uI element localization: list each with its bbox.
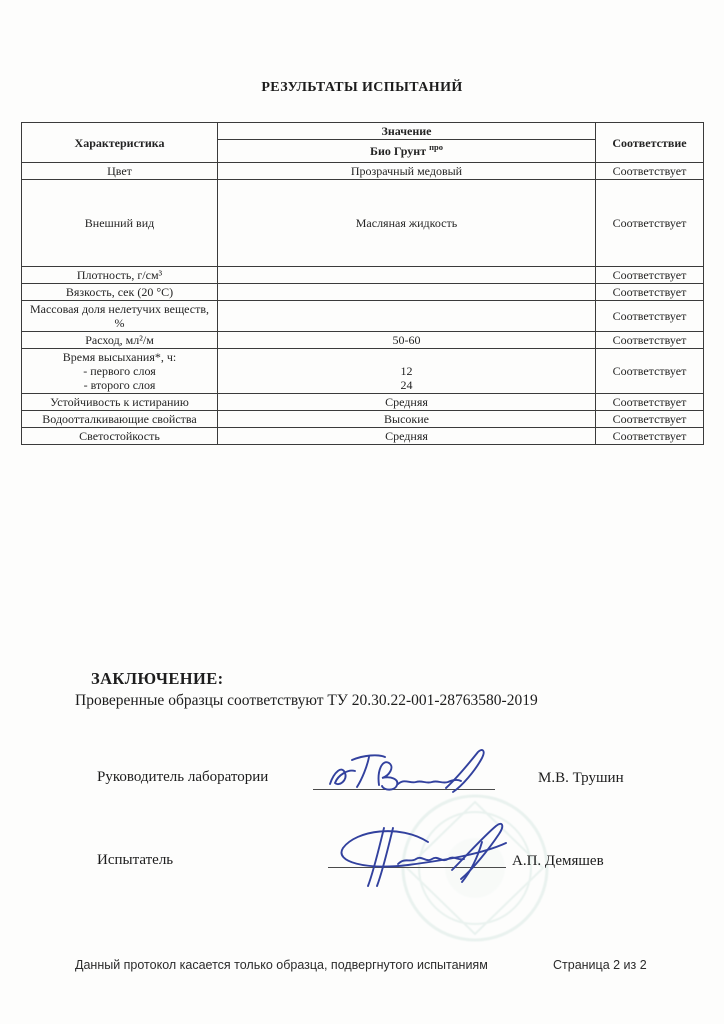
conformance-cell: Соответствует bbox=[596, 180, 704, 267]
value-cell: Средняя bbox=[218, 428, 596, 445]
table-row bbox=[22, 163, 704, 180]
header-characteristic: Характеристика bbox=[22, 123, 218, 163]
characteristic-cell: Водоотталкивающие свойства bbox=[22, 411, 218, 428]
characteristic-cell: Массовая доля нелетучих веществ, % bbox=[22, 301, 218, 332]
table-row bbox=[22, 411, 704, 428]
conformance-cell: Соответствует bbox=[596, 332, 704, 349]
value-cell: Масляная жидкость bbox=[218, 180, 596, 267]
signee-name: М.В. Трушин bbox=[538, 770, 624, 786]
characteristic-cell: Светостойкость bbox=[22, 428, 218, 445]
characteristic-cell: Внешний вид bbox=[22, 180, 218, 267]
characteristic-cell: Цвет bbox=[22, 163, 218, 180]
conformance-cell: Соответствует bbox=[596, 349, 704, 394]
page-title: РЕЗУЛЬТАТЫ ИСПЫТАНИЙ bbox=[261, 80, 463, 95]
table-header-row bbox=[22, 123, 704, 140]
results-table bbox=[21, 122, 704, 445]
characteristic-cell: Плотность, г/см³ bbox=[22, 267, 218, 284]
table-row bbox=[22, 301, 704, 332]
value-cell: 12 24 bbox=[218, 349, 596, 394]
conformance-cell: Соответствует bbox=[596, 163, 704, 180]
signature-line bbox=[328, 840, 506, 868]
results-table-wrapper bbox=[21, 122, 704, 445]
value-cell: Высокие bbox=[218, 411, 596, 428]
product-superscript: про bbox=[429, 142, 443, 152]
footer-note: Данный протокол касается только образца, подвергнутого испытаниям bbox=[75, 958, 488, 972]
signature-line bbox=[313, 762, 495, 790]
header-value-group: Значение bbox=[218, 123, 596, 140]
table-row bbox=[22, 394, 704, 411]
characteristic-cell: Расход, мл²/м bbox=[22, 332, 218, 349]
conclusion-text: Проверенные образцы соответствуют ТУ 20.30.22-001-28763580-2019 bbox=[75, 692, 538, 709]
signee-name: А.П. Демяшев bbox=[512, 853, 604, 869]
value-cell: Прозрачный медовый bbox=[218, 163, 596, 180]
conformance-cell: Соответствует bbox=[596, 394, 704, 411]
header-conformance: Соответствие bbox=[596, 123, 704, 163]
characteristic-cell: Вязкость, сек (20 °С) bbox=[22, 284, 218, 301]
conclusion-section bbox=[75, 669, 538, 710]
value-cell: 50-60 bbox=[218, 332, 596, 349]
signature-role: Испытатель bbox=[97, 852, 174, 868]
conformance-cell: Соответствует bbox=[596, 411, 704, 428]
conformance-cell: Соответствует bbox=[596, 428, 704, 445]
header-product-name: Био Грунт $^{про}$ bbox=[218, 140, 596, 163]
page-number: Страница 2 из 2 bbox=[553, 958, 647, 972]
value-cell bbox=[218, 284, 596, 301]
table-row bbox=[22, 332, 704, 349]
table-row bbox=[22, 267, 704, 284]
value-cell: Средняя bbox=[218, 394, 596, 411]
table-row bbox=[22, 180, 704, 267]
conclusion-heading: ЗАКЛЮЧЕНИЕ: bbox=[91, 669, 224, 688]
conformance-cell: Соответствует bbox=[596, 301, 704, 332]
table-row bbox=[22, 284, 704, 301]
table-row bbox=[22, 349, 704, 394]
signature-role: Руководитель лаборатории bbox=[97, 769, 269, 785]
conformance-cell: Соответствует bbox=[596, 267, 704, 284]
conformance-cell: Соответствует bbox=[596, 284, 704, 301]
value-cell bbox=[218, 301, 596, 332]
value-cell bbox=[218, 267, 596, 284]
characteristic-cell: Время высыхания*, ч: - первого слоя - второго слоя bbox=[22, 349, 218, 394]
table-row bbox=[22, 428, 704, 445]
characteristic-cell: Устойчивость к истиранию bbox=[22, 394, 218, 411]
